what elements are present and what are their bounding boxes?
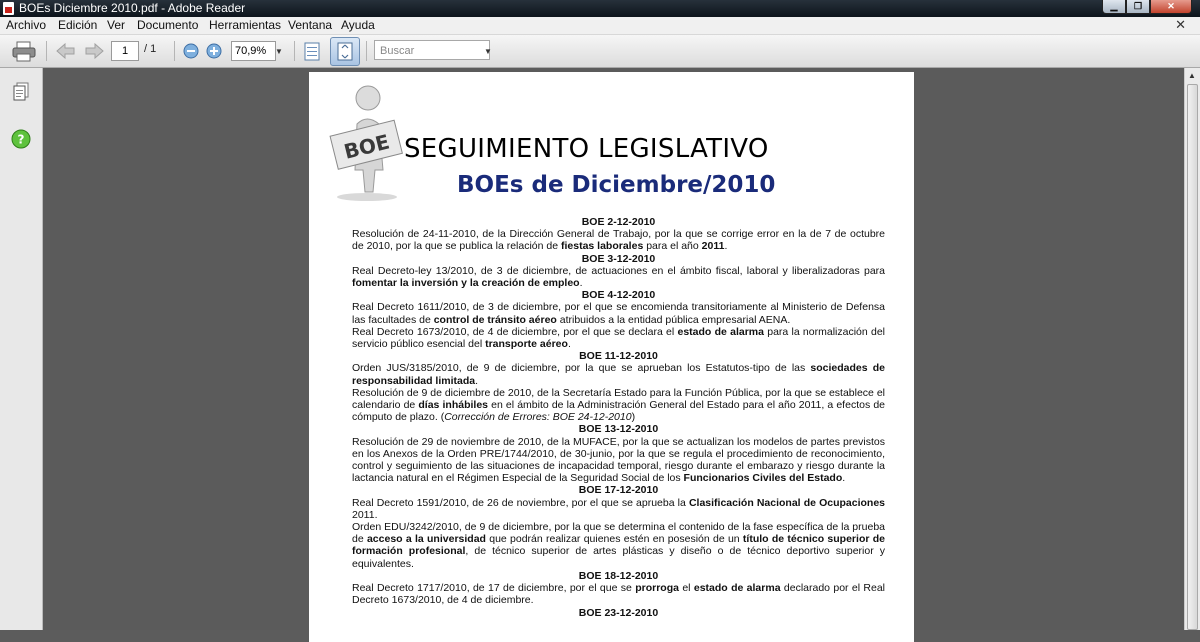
- page-number-input[interactable]: 1: [111, 41, 139, 61]
- scrolling-mode-icon[interactable]: [303, 42, 321, 61]
- zoom-out-icon[interactable]: [183, 43, 199, 59]
- title-bar: [0, 0, 1200, 17]
- fit-page-button[interactable]: [330, 37, 360, 66]
- menu-herramientas[interactable]: Herramientas: [209, 18, 282, 32]
- legislation-entry: Resolución de 9 de diciembre de 2010, de la Secretaría Estado para la Función Pública, por la que se establece el calendario de días inhábiles en el ámbito de la Administración General del Estado para el año 2011, a efectos de cómputo de plazo. (Corrección de Errores: BOE 24-12-2010): [352, 386, 885, 424]
- help-icon[interactable]: [11, 129, 31, 149]
- document-body: [352, 216, 885, 619]
- boe-date-heading: BOE 18-12-2010: [578, 569, 659, 582]
- svg-text:?: ?: [17, 132, 25, 147]
- boe-date-heading: BOE 3-12-2010: [581, 252, 656, 265]
- page-total: / 1: [144, 43, 157, 55]
- menu-ventana[interactable]: Ventana: [288, 18, 333, 32]
- menu-archivo[interactable]: Archivo: [6, 18, 47, 32]
- menu-ayuda[interactable]: Ayuda: [341, 18, 375, 32]
- maximize-button[interactable]: ❐: [1126, 0, 1150, 14]
- next-page-icon[interactable]: [84, 43, 104, 59]
- boe-date-heading: BOE 17-12-2010: [578, 484, 659, 497]
- logo-text: BOE: [341, 129, 392, 164]
- legislation-entry: Orden JUS/3185/2010, de 9 de diciembre, por la que se aprueban los Estatutos-tipo de las sociedades de responsabilidad limitada.: [352, 362, 885, 387]
- legislation-entry: Real Decreto 1717/2010, de 17 de diciembre, por el que se prorroga el estado de alarma declarado por el Real Decreto 1673/2010, de 4 de diciembre.: [352, 582, 886, 607]
- menu-bar: [0, 17, 1200, 35]
- boe-date-heading: BOE 13-12-2010: [578, 423, 659, 436]
- legislation-entry: Real Decreto 1673/2010, de 4 de diciembre, por el que se declara el estado de alarma para la normalización del servicio público esencial del transporte aéreo.: [352, 325, 885, 351]
- legislation-entry: Resolución de 29 de noviembre de 2010, de la MUFACE, por la que se actualizan los modelos de partes previstos en los Anexos de la Orden PRE/1744/2010, de 30-junio, por la que se regula el procedimiento de reconocimiento, control y seguimiento de las situaciones de incapacidad temporal, riesgo durante el embarazo y riesgo durante la lactancia natural en el Régimen Especial de la Seguridad Social de los Funcionarios Civiles del Estado.: [352, 435, 885, 485]
- search-dropdown-icon[interactable]: ▼: [484, 47, 492, 56]
- scrollbar-thumb[interactable]: [1187, 84, 1198, 630]
- boe-logo: [327, 84, 407, 204]
- previous-page-icon[interactable]: [56, 43, 76, 59]
- legislation-entry: Real Decreto-ley 13/2010, de 3 de diciembre, de actuaciones en el ámbito fiscal, laboral y liberalizadoras para fomentar la inversión y la creación de empleo.: [352, 264, 885, 290]
- search-input[interactable]: Buscar: [374, 40, 490, 60]
- pdf-page: [309, 72, 914, 642]
- pdf-app-icon: [3, 2, 14, 15]
- window-controls: [1102, 0, 1192, 14]
- menu-edicion[interactable]: Edición: [58, 18, 98, 32]
- scroll-up-icon[interactable]: ▲: [1188, 71, 1196, 80]
- fit-page-icon: [331, 38, 359, 65]
- menu-ver[interactable]: Ver: [107, 18, 126, 32]
- zoom-level-input[interactable]: 70,9%: [231, 41, 276, 61]
- legislation-entry: Orden EDU/3242/2010, de 9 de diciembre, por la que se determina el contenido de la fase específica de la prueba de acceso a la universidad que podrán realizar quienes estén en posesión de un título de técnico superior de formación profesional, de técnico superior de artes plásticas y diseño o de técnico deportivo superior y equivalentes.: [352, 521, 885, 570]
- navigation-panel: [0, 68, 43, 630]
- vertical-scrollbar[interactable]: [1184, 68, 1200, 630]
- document-subtitle: BOEs de Diciembre/2010: [457, 172, 776, 198]
- boe-date-heading: BOE 23-12-2010: [578, 606, 659, 619]
- legislation-entry: Real Decreto 1611/2010, de 3 de diciembre, por el que se encomienda transitoriamente al Ministerio de Defensa las facultades de control de tránsito aéreo atribuidos a la entidad pública empresarial AENA.: [352, 301, 885, 326]
- toolbar: [0, 35, 1200, 68]
- print-icon[interactable]: [12, 41, 36, 62]
- document-title: SEGUIMIENTO LEGISLATIVO: [404, 134, 769, 164]
- zoom-in-icon[interactable]: [206, 43, 222, 59]
- pages-panel-icon[interactable]: [12, 82, 30, 103]
- minimize-button[interactable]: ▁: [1102, 0, 1126, 14]
- boe-date-heading: BOE 2-12-2010: [581, 216, 656, 228]
- legislation-entry: Real Decreto 1591/2010, de 26 de noviembre, por el que se aprueba la Clasificación Nacional de Ocupaciones 2011.: [352, 496, 886, 521]
- close-document-icon[interactable]: ✕: [1175, 17, 1186, 32]
- boe-date-heading: BOE 4-12-2010: [581, 289, 656, 302]
- window-title: BOEs Diciembre 2010.pdf - Adobe Reader: [19, 1, 246, 15]
- boe-date-heading: BOE 11-12-2010: [579, 350, 658, 363]
- menu-documento[interactable]: Documento: [137, 18, 199, 32]
- legislation-entry: Resolución de 24-11-2010, de la Dirección General de Trabajo, por la que se corrige error en la de 7 de octubre de 2010, por la que se publica la relación de fiestas laborales para el año 2011.: [352, 228, 885, 253]
- close-button[interactable]: ✕: [1150, 0, 1192, 14]
- zoom-dropdown-icon[interactable]: ▼: [275, 47, 283, 56]
